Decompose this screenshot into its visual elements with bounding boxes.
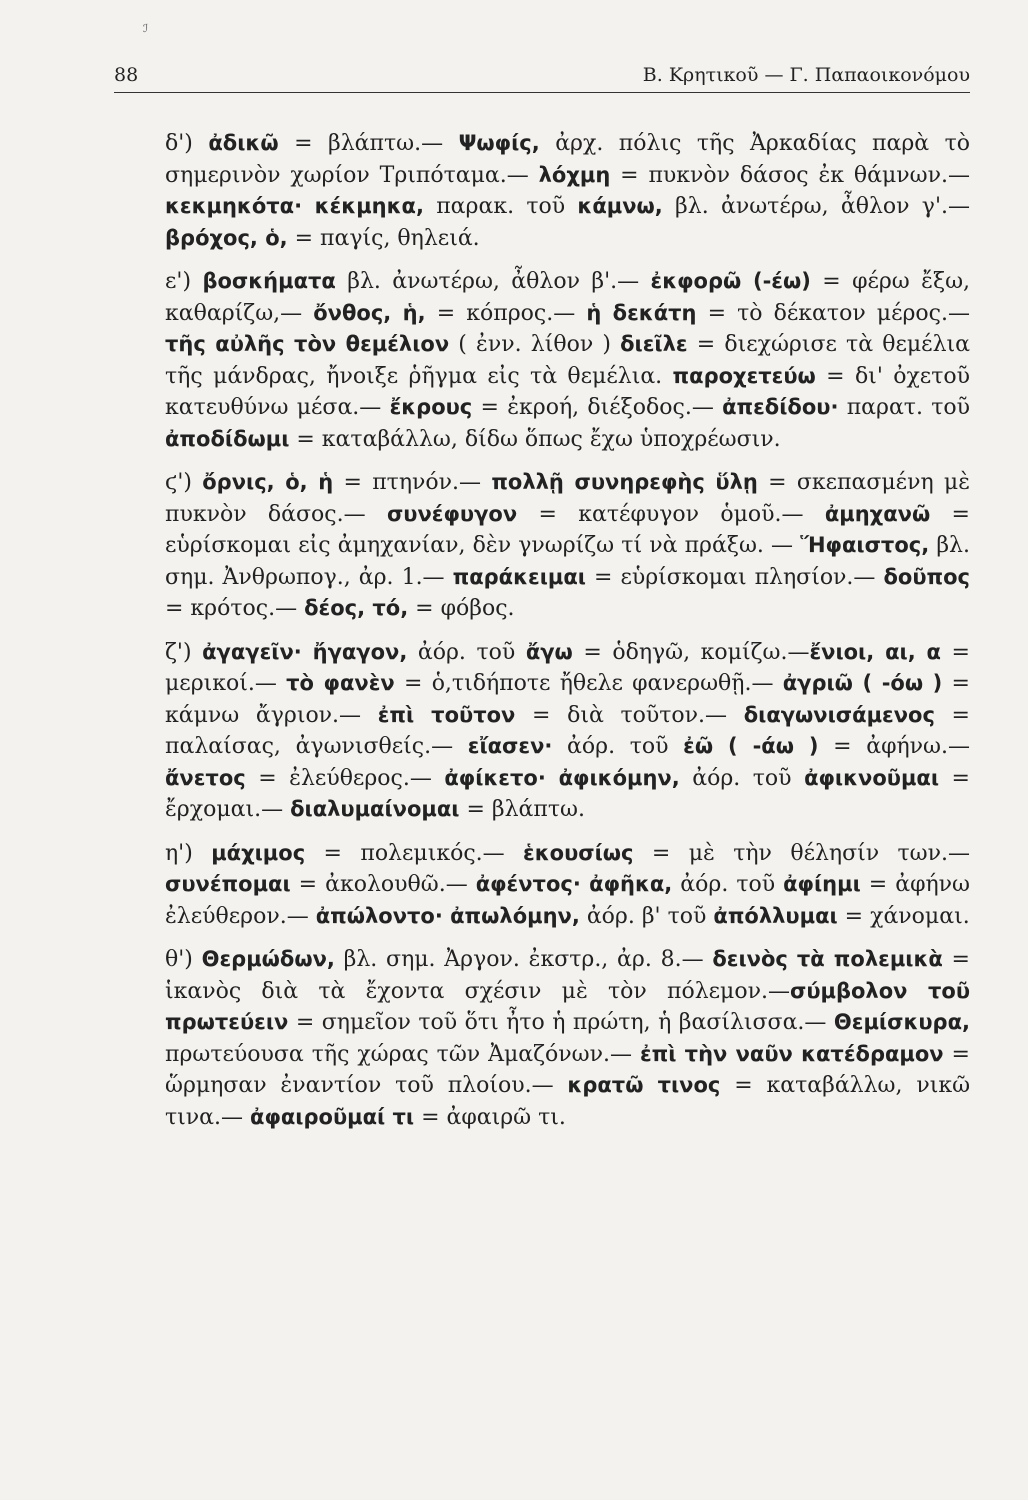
definition-text: ( ἐνν. λίθον ) (449, 332, 621, 357)
definition-text: = ὁδηγῶ, κομίζω.— (572, 639, 810, 665)
definition-text: = ἀφήνω.— (818, 734, 970, 759)
headword: διαγωνισάμενος (743, 702, 935, 727)
definition-text: = εὑρίσκομαι πλησίον.— (585, 564, 884, 590)
definition-text: παρακ. τοῦ (423, 194, 578, 219)
definition-text: = μὲ τὴν θέλησίν των.— (633, 840, 970, 866)
definition-text: = πτηνόν.— (333, 470, 492, 495)
definition-text: = ἐκροή, διέξοδος.— (472, 395, 723, 420)
page-header (114, 58, 970, 93)
definition-text: βλ. ἀνωτέρω, ἆθλον β'.— (335, 269, 651, 294)
headword: δεινὸς τὰ πολεμικὰ (712, 947, 943, 971)
headword: δοῦπος (883, 564, 970, 589)
definition-text: = πολεμικός.— (305, 840, 524, 866)
definition-text: = τὸ δέκατον μέρος.— (696, 300, 970, 326)
glossary-paragraph (165, 467, 970, 625)
glossary-paragraph (165, 944, 970, 1133)
definition-text: βλ. ἀνωτέρω, ἆθλον γ'.— (662, 194, 970, 219)
headword: κεκμηκότα· κέκμηκα, (165, 194, 424, 218)
definition-text: = σημεῖον τοῦ ὅτι ἦτο ἡ πρώτη, ἡ βασίλισσα.— (288, 1010, 834, 1035)
page-number: 88 (114, 64, 139, 86)
headword: ὄνθος, ἡ, (313, 300, 426, 325)
headword: βρόχος, ὁ, (165, 225, 288, 250)
headword: ἀφικνοῦμαι (804, 765, 940, 790)
definition-text: = ὥρμησαν ἐναντίον τοῦ πλοίου.— (165, 1041, 970, 1098)
definition-text: ἀόρ. τοῦ (679, 765, 805, 791)
headword: ἀφίκετο· ἀφικόμην, (444, 765, 680, 790)
definition-text: η') (165, 840, 212, 866)
definition-text: = καταβάλλω, δίδω ὅπως ἔχω ὑποχρέωσιν. (289, 426, 781, 452)
definition-text: = δι' ὀχετοῦ κατευθύνω μέσα.— (165, 363, 970, 420)
headword: ἀγαγεῖν· ἤγαγον, (202, 639, 408, 664)
definition-text: = ἀφαιρῶ τι. (414, 1104, 566, 1130)
headword: ἐπὶ τοῦτον (377, 702, 516, 727)
definition-text: ἀρχ. πόλις τῆς Ἀρκαδίας παρὰ τὸ σημερινὸν χωρίον Τριπόταμα.— (165, 131, 971, 188)
definition-text: = παλαίσας, ἀγωνισθείς.— (165, 702, 970, 759)
headword: κρατῶ τινος (567, 1073, 721, 1097)
glossary-body (165, 128, 970, 1145)
definition-text: ἀόρ. τοῦ (552, 734, 684, 759)
headword: ἐῶ ( -άω ) (683, 734, 819, 758)
definition-text: = παγίς, θηλειά. (287, 225, 480, 251)
definition-text: ϛ') (165, 470, 203, 495)
headword: ἐπὶ τὴν ναῦν κατέδραμον (639, 1041, 944, 1066)
headword: παροχετεύω (672, 363, 816, 388)
definition-text: βλ. σημ. Ἀνθρωπογ., ἀρ. 1.— (165, 533, 970, 590)
headword: μάχιμος (211, 840, 306, 865)
headword: ἀπεδίδου· (722, 395, 839, 419)
running-title: Β. Κρητικοῦ — Γ. Παπαοικονόμου (642, 64, 970, 86)
headword: τὸ φανὲν (286, 671, 395, 695)
definition-text: = κάμνω ἄγριον.— (165, 671, 970, 728)
definition-text: = χάνομαι. (837, 903, 970, 929)
headword: ἀγριῶ ( -όω ) (782, 671, 943, 695)
definition-text: = καταβάλλω, νικῶ τινα.— (165, 1073, 971, 1130)
headword: λόχμη (538, 162, 611, 187)
headword: ἀποδίδωμι (165, 426, 290, 451)
definition-text: = φόβος. (408, 596, 515, 621)
definition-text: = ἀφήνω ἐλεύθερον.— (165, 872, 970, 929)
headword: ἔνιοι, αι, α (809, 639, 941, 664)
headword: συνέπομαι (165, 872, 291, 896)
definition-text: = σκεπασμένη μὲ πυκνὸν δάσος.— (165, 470, 971, 527)
corner-mark: ℐ (143, 22, 149, 35)
headword: ἐκφορῶ (-έω) (650, 269, 811, 293)
definition-text: = πυκνὸν δάσος ἐκ θάμνων.— (610, 162, 970, 188)
definition-text: = κατέφυγον ὁμοῦ.— (517, 501, 825, 527)
glossary-paragraph (165, 128, 970, 254)
headword: ἀφίημι (783, 872, 861, 896)
headword: ἀπώλοντο· ἀπωλόμην, (315, 903, 580, 928)
headword: Θεμίσκυρα, (833, 1010, 970, 1034)
headword: ἀφέντος· ἀφῆκα, (475, 872, 673, 896)
definition-text: = φέρω ἔξω, καθαρίζω,— (165, 269, 970, 326)
headword: κάμνω, (577, 194, 663, 218)
headword: ἀπόλλυμαι (713, 903, 838, 928)
headword: ἡ δεκάτη (586, 300, 697, 325)
definition-text: ε') (165, 269, 203, 294)
glossary-paragraph (165, 266, 970, 455)
definition-text: = διεχώρισε τὰ θεμέλια τῆς μάνδρας, ἤνοιξε ῥῆγμα εἰς τὰ θεμέλια. (165, 332, 970, 389)
headword: ὄρνις, ὁ, ἡ (202, 470, 334, 494)
definition-text: ζ') (165, 639, 203, 665)
headword: ἔκρους (389, 395, 473, 419)
definition-text: = βλάπτω.— (278, 131, 459, 156)
headword: Ψωφίς, (458, 131, 540, 155)
headword: ἀμηχανῶ (824, 501, 931, 526)
definition-text: = μερικοί.— (165, 639, 970, 696)
definition-text: = ὁ,τιδήποτε ἤθελε φανερωθῇ.— (394, 671, 783, 696)
definition-text: = ἀκολουθῶ.— (290, 872, 476, 897)
headword: τῆς αὐλῆς τὸν θεμέλιον (165, 332, 450, 356)
headword: εἴασεν· (467, 734, 553, 758)
definition-text: ἀόρ. τοῦ (672, 872, 784, 897)
headword: πολλῇ συνηρεφὴς ὕλῃ (491, 470, 758, 494)
headword: ἑκουσίως (523, 840, 634, 865)
headword: σύμβολον τοῦ πρωτεύειν (165, 978, 970, 1034)
headword: διαλυμαίνομαι (290, 797, 460, 821)
definition-text: = ἐλεύθερος.— (245, 765, 445, 791)
definition-text: = διὰ τοῦτον.— (515, 702, 744, 728)
glossary-paragraph (165, 838, 970, 933)
definition-text: ἀόρ. β' τοῦ (579, 903, 714, 929)
headword: διεῖλε (620, 332, 688, 356)
definition-text: θ') (165, 947, 202, 972)
headword: ἄγω (525, 639, 573, 664)
definition-text: ἀόρ. τοῦ (407, 639, 526, 665)
headword: βοσκήματα (202, 269, 336, 293)
headword: συνέφυγον (386, 501, 518, 526)
glossary-paragraph (165, 637, 970, 826)
headword: Θερμώδων, (201, 947, 335, 971)
definition-text: = εὑρίσκομαι εἰς ἀμηχανίαν, δὲν γνωρίζω τί νὰ πράξω. — (165, 501, 970, 558)
definition-text: παρατ. τοῦ (838, 395, 971, 420)
headword: ἄνετος (165, 765, 246, 790)
definition-text: = βλάπτω. (459, 797, 585, 822)
definition-text: πρωτεύουσα τῆς χώρας τῶν Ἀμαζόνων.— (165, 1041, 640, 1067)
definition-text: = κρότος.— (165, 596, 305, 621)
headword: παράκειμαι (452, 564, 586, 589)
definition-text: = ἔρχομαι.— (165, 765, 970, 822)
headword: ἀδικῶ (208, 131, 279, 155)
definition-text: βλ. σημ. Ἀργον. ἐκστρ., ἀρ. 8.— (334, 947, 713, 972)
definition-text: = κόπρος.— (425, 300, 587, 326)
headword: ἀφαιροῦμαί τι (250, 1104, 415, 1129)
definition-text: δ') (165, 131, 209, 156)
definition-text: = ἱκανὸς διὰ τὰ ἔχοντα σχέσιν μὲ τὸν πόλεμον.— (165, 947, 970, 1004)
headword: Ἥφαιστος, (800, 533, 930, 557)
headword: δέος, τό, (304, 596, 409, 620)
